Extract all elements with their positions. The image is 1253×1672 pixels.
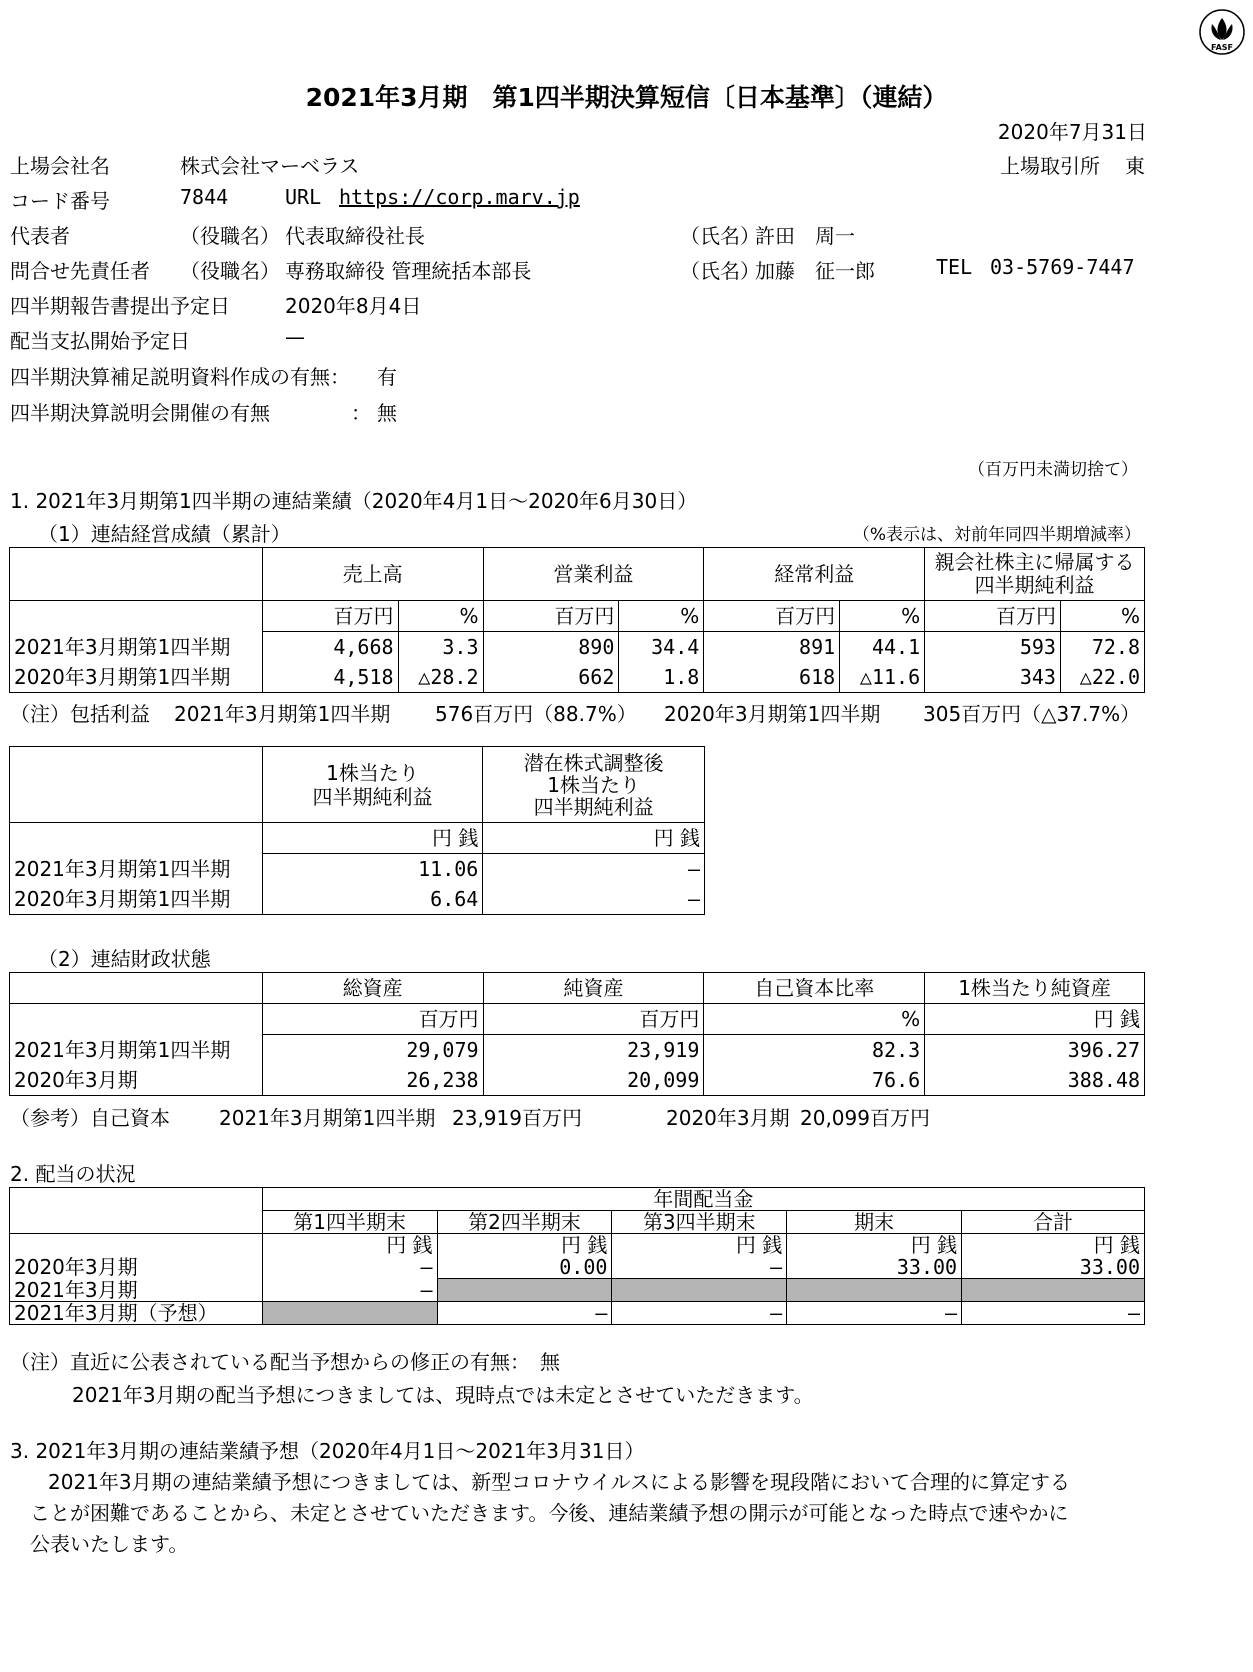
cell: 34.4 xyxy=(619,632,704,663)
exchange-label: 上場取引所 xyxy=(1000,154,1100,178)
fin-unit: % xyxy=(704,1004,925,1035)
header-operating-income: 営業利益 xyxy=(483,548,704,601)
div-cell: — xyxy=(612,1302,787,1325)
company-name: 株式会社マーベラス xyxy=(180,154,360,178)
report-date: 2020年8月4日 xyxy=(285,294,422,318)
div-unit-blank xyxy=(10,1234,263,1257)
row-label: 2020年3月期第1四半期 xyxy=(10,662,263,693)
company-name-label: 上場会社名 xyxy=(10,154,110,178)
div-cell-shaded xyxy=(962,1279,1145,1302)
code-value: 7844 xyxy=(180,185,229,209)
comprehensive-income-value2: 305百万円（△37.7%） xyxy=(923,702,1141,726)
div-cell: — xyxy=(787,1302,962,1325)
div-cell: 33.00 xyxy=(962,1256,1145,1279)
fasf-seal-icon xyxy=(1196,8,1248,58)
fin-cell: 23,919 xyxy=(483,1035,704,1066)
header-total-assets: 総資産 xyxy=(262,973,483,1004)
unit-cell: 百万円 xyxy=(925,601,1061,632)
cell: 343 xyxy=(925,662,1061,693)
supp-material-label: 四半期決算補足説明資料作成の有無： xyxy=(10,365,350,389)
fasf-text: FASF xyxy=(1211,43,1233,52)
header-sales: 売上高 xyxy=(262,548,483,601)
dividend-date: — xyxy=(285,325,305,349)
cell: 3.3 xyxy=(398,632,483,663)
div-header-q1: 第1四半期末 xyxy=(262,1211,437,1234)
rep-title-label: （役職名） xyxy=(180,224,280,248)
fin-unit: 百万円 xyxy=(262,1004,483,1035)
div-unit: 円 銭 xyxy=(612,1234,787,1257)
div-cell-shaded xyxy=(262,1302,437,1325)
div-header-blank xyxy=(10,1188,263,1234)
tel-value: 03-5769-7447 xyxy=(990,255,1135,279)
div-cell: — xyxy=(262,1279,437,1302)
eps-header-diluted: 潜在株式調整後 1株当たり 四半期純利益 xyxy=(483,747,705,823)
fin-unit: 円 銭 xyxy=(925,1004,1145,1035)
dividend-date-label: 配当支払開始予定日 xyxy=(10,329,190,353)
supp-material-value: 有 xyxy=(377,365,397,389)
cell: △11.6 xyxy=(840,662,925,693)
contact-label: 問合せ先責任者 xyxy=(10,259,150,283)
contact-title-label: （役職名） xyxy=(180,259,280,283)
eps-row-label: 2021年3月期第1四半期 xyxy=(10,854,263,885)
div-unit: 円 銭 xyxy=(437,1234,612,1257)
contact-title: 専務取締役 管理統括本部長 xyxy=(285,259,532,283)
ref-equity-label: （参考）自己資本 xyxy=(10,1106,170,1130)
eps-cell: 11.06 xyxy=(262,854,483,885)
div-cell: — xyxy=(437,1302,612,1325)
div-unit: 円 銭 xyxy=(787,1234,962,1257)
div-cell: 33.00 xyxy=(787,1256,962,1279)
eps-table xyxy=(9,746,705,915)
unit-cell: % xyxy=(1060,601,1144,632)
contact-name-label: （氏名） xyxy=(680,259,760,283)
cell: 4,518 xyxy=(262,662,398,693)
dividend-note2: 2021年3月期の配当予想につきましては、現時点では未定とさせていただきます。 xyxy=(72,1383,814,1407)
section2-heading: 2. 配当の状況 xyxy=(10,1162,136,1186)
rep-name: 許田 周一 xyxy=(755,224,855,248)
unit-blank xyxy=(10,601,263,632)
cell: 891 xyxy=(704,632,840,663)
unit-cell: 百万円 xyxy=(704,601,840,632)
rep-label: 代表者 xyxy=(10,224,70,248)
unit-cell: % xyxy=(840,601,925,632)
div-row-label: 2021年3月期 xyxy=(10,1279,263,1302)
div-header-total: 合計 xyxy=(962,1211,1145,1234)
page-title: 2021年3月期 第1四半期決算短信〔日本基準〕（連結） xyxy=(305,83,948,112)
eps-header-blank xyxy=(10,747,263,823)
ref-equity-period2: 2020年3月期 xyxy=(666,1106,790,1130)
div-header-q3: 第3四半期末 xyxy=(612,1211,787,1234)
section1-sub2: （2）連結財政状態 xyxy=(38,947,211,971)
fin-row-label: 2021年3月期第1四半期 xyxy=(10,1035,263,1066)
url-label: URL xyxy=(285,185,322,209)
report-date-label: 四半期報告書提出予定日 xyxy=(10,294,230,318)
unit-cell: % xyxy=(619,601,704,632)
div-cell: — xyxy=(262,1256,437,1279)
briefing-colon: ： xyxy=(351,401,371,425)
cell: △28.2 xyxy=(398,662,483,693)
fin-unit-blank xyxy=(10,1004,263,1035)
company-url-link[interactable]: https://corp.marv.jp xyxy=(339,185,580,209)
cell: 890 xyxy=(483,632,619,663)
eps-cell: 6.64 xyxy=(262,884,483,915)
fin-row-label: 2020年3月期 xyxy=(10,1065,263,1096)
cell: 593 xyxy=(925,632,1061,663)
unit-cell: 百万円 xyxy=(262,601,398,632)
div-unit: 円 銭 xyxy=(962,1234,1145,1257)
header-bps: 1株当たり純資産 xyxy=(925,973,1145,1004)
unit-note: （百万円未満切捨て） xyxy=(968,460,1138,480)
div-header-q2: 第2四半期末 xyxy=(437,1211,612,1234)
section1-sub1: （1）連結経営成績（累計） xyxy=(38,522,291,546)
exchange-value: 東 xyxy=(1125,154,1145,178)
section1-heading: 1. 2021年3月期第1四半期の連結業績（2020年4月1日～2020年6月30日） xyxy=(10,489,698,513)
code-label: コード番号 xyxy=(10,189,110,213)
eps-unit-blank xyxy=(10,823,263,854)
fin-cell: 396.27 xyxy=(925,1035,1145,1066)
fin-cell: 76.6 xyxy=(704,1065,925,1096)
header-net-income: 親会社株主に帰属する 四半期純利益 xyxy=(925,548,1145,601)
div-row-label: 2021年3月期（予想） xyxy=(10,1302,263,1325)
disclosure-date: 2020年7月31日 xyxy=(997,120,1147,144)
unit-cell: 百万円 xyxy=(483,601,619,632)
fin-cell: 29,079 xyxy=(262,1035,483,1066)
cell: 662 xyxy=(483,662,619,693)
div-cell: — xyxy=(612,1256,787,1279)
unit-cell: % xyxy=(398,601,483,632)
eps-cell: — xyxy=(483,854,705,885)
header-equity-ratio: 自己資本比率 xyxy=(704,973,925,1004)
div-cell-shaded xyxy=(437,1279,612,1302)
div-group-header: 年間配当金 xyxy=(262,1188,1144,1211)
ref-equity-value1: 23,919百万円 xyxy=(452,1106,582,1130)
div-header-ye: 期末 xyxy=(787,1211,962,1234)
forecast-text-line2: ことが困難であることから、未定とさせていただきます。今後、連結業績予想の開示が可能となった時点で速やかに xyxy=(30,1501,1069,1525)
header-blank xyxy=(10,548,263,601)
div-cell-shaded xyxy=(612,1279,787,1302)
fin-cell: 388.48 xyxy=(925,1065,1145,1096)
forecast-text-line3: 公表いたします。 xyxy=(30,1532,189,1556)
fin-cell: 82.3 xyxy=(704,1035,925,1066)
ref-equity-period1: 2021年3月期第1四半期 xyxy=(219,1106,436,1130)
eps-unit: 円 銭 xyxy=(262,823,483,854)
section3-heading: 3. 2021年3月期の連結業績予想（2020年4月1日～2021年3月31日） xyxy=(10,1439,645,1463)
contact-name: 加藤 征一郎 xyxy=(755,259,875,283)
cell: 44.1 xyxy=(840,632,925,663)
div-cell-shaded xyxy=(787,1279,962,1302)
cell: 1.8 xyxy=(619,662,704,693)
section1-sub1-note: （%表示は、対前年同四半期増減率） xyxy=(852,525,1141,545)
comprehensive-income-period2: 2020年3月期第1四半期 xyxy=(664,702,881,726)
cell: △22.0 xyxy=(1060,662,1144,693)
comprehensive-income-label: （注）包括利益 xyxy=(10,702,150,726)
div-unit: 円 銭 xyxy=(262,1234,437,1257)
comprehensive-income-period1: 2021年3月期第1四半期 xyxy=(174,702,391,726)
header-net-assets: 純資産 xyxy=(483,973,704,1004)
cell: 72.8 xyxy=(1060,632,1144,663)
forecast-text-line1: 2021年3月期の連結業績予想につきましては、新型コロナウイルスによる影響を現段階において合理的に算定する xyxy=(48,1470,1071,1494)
rep-name-label: （氏名） xyxy=(680,224,760,248)
row-label: 2021年3月期第1四半期 xyxy=(10,632,263,663)
eps-cell: — xyxy=(483,884,705,915)
cell: 4,668 xyxy=(262,632,398,663)
ref-equity-value2: 20,099百万円 xyxy=(800,1106,930,1130)
operating-results-table xyxy=(9,547,1145,693)
fin-cell: 20,099 xyxy=(483,1065,704,1096)
fin-cell: 26,238 xyxy=(262,1065,483,1096)
comprehensive-income-value1: 576百万円（88.7%） xyxy=(435,702,637,726)
div-cell: 0.00 xyxy=(437,1256,612,1279)
dividend-note1: （注）直近に公表されている配当予想からの修正の有無： 無 xyxy=(10,1350,560,1374)
briefing-label: 四半期決算説明会開催の有無 xyxy=(10,401,270,425)
tel-label: TEL xyxy=(936,255,973,279)
div-cell: — xyxy=(962,1302,1145,1325)
eps-header-basic: 1株当たり 四半期純利益 xyxy=(262,747,483,823)
fin-header-blank xyxy=(10,973,263,1004)
briefing-value: 無 xyxy=(377,401,397,425)
header-ordinary-income: 経常利益 xyxy=(704,548,925,601)
cell: 618 xyxy=(704,662,840,693)
eps-unit: 円 銭 xyxy=(483,823,705,854)
rep-title: 代表取締役社長 xyxy=(285,224,425,248)
eps-row-label: 2020年3月期第1四半期 xyxy=(10,884,263,915)
div-row-label: 2020年3月期 xyxy=(10,1256,263,1279)
fin-unit: 百万円 xyxy=(483,1004,704,1035)
dividend-table xyxy=(9,1187,1145,1325)
financial-position-table xyxy=(9,972,1145,1096)
